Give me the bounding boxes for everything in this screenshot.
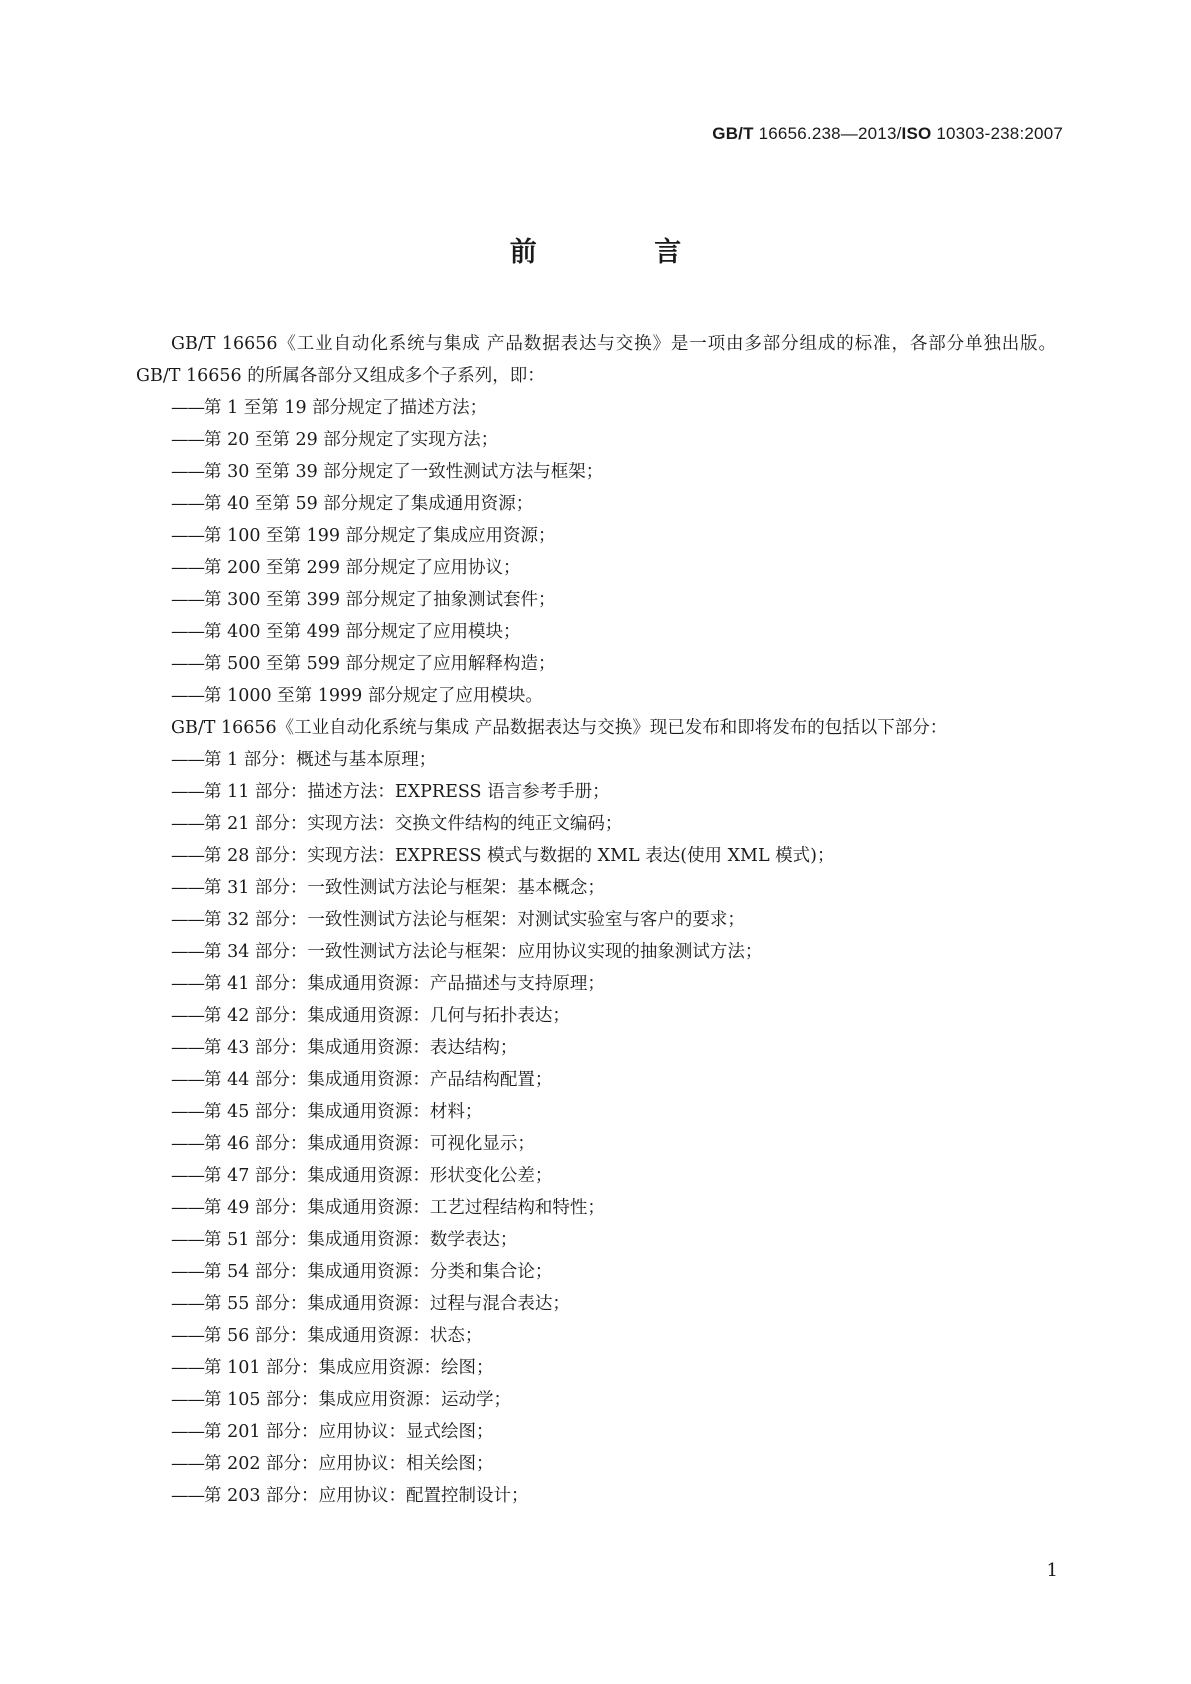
- list-item-text: 第 203 部分：应用协议：配置控制设计；: [204, 1486, 529, 1506]
- list-item-text: 第 300 至第 399 部分规定了抽象测试套件；: [204, 590, 556, 610]
- list-item: [136, 808, 1056, 840]
- list-item: [136, 616, 1056, 648]
- document-header: [712, 124, 1063, 144]
- list-item-text: 第 20 至第 29 部分规定了实现方法；: [204, 430, 499, 450]
- list-item-text: 第 55 部分：集成通用资源：过程与混合表达；: [204, 1294, 570, 1314]
- list-item-text: 第 202 部分：应用协议：相关绘图；: [204, 1454, 494, 1474]
- dash-marker: ——: [171, 462, 204, 482]
- list-item: [136, 424, 1056, 456]
- dash-marker: ——: [171, 1198, 204, 1218]
- list-item: [136, 680, 1056, 712]
- list-item-text: 第 1 部分：概述与基本原理；: [204, 750, 437, 770]
- dash-marker: ——: [171, 942, 204, 962]
- dash-marker: ——: [171, 1486, 204, 1506]
- std-prefix: GB/T: [712, 124, 754, 143]
- dash-marker: ——: [171, 1390, 204, 1410]
- list-item-text: 第 51 部分：集成通用资源：数学表达；: [204, 1230, 518, 1250]
- list-item-text: 第 30 至第 39 部分规定了一致性测试方法与框架；: [204, 462, 604, 482]
- dash-marker: ——: [171, 846, 204, 866]
- dash-marker: ——: [171, 974, 204, 994]
- list-item-text: 第 34 部分：一致性测试方法论与框架：应用协议实现的抽象测试方法；: [204, 942, 763, 962]
- list-item-text: 第 54 部分：集成通用资源：分类和集合论；: [204, 1262, 553, 1282]
- dash-marker: ——: [171, 398, 204, 418]
- list-item-text: 第 32 部分：一致性测试方法论与框架：对测试实验室与客户的要求；: [204, 910, 745, 930]
- dash-marker: ——: [171, 654, 204, 674]
- list-item: [136, 872, 1056, 904]
- list-item-text: 第 105 部分：集成应用资源：运动学；: [204, 1390, 512, 1410]
- list-item-text: 第 40 至第 59 部分规定了集成通用资源；: [204, 494, 534, 514]
- list-item-text: 第 500 至第 599 部分规定了应用解释构造；: [204, 654, 556, 674]
- page-number: 1: [1046, 1560, 1058, 1581]
- list-item: [136, 488, 1056, 520]
- list-item: [136, 936, 1056, 968]
- list-item-text: 第 56 部分：集成通用资源：状态；: [204, 1326, 483, 1346]
- list-item: [136, 1032, 1056, 1064]
- iso-number: 10303-238:2007: [936, 124, 1063, 143]
- list-item-text: 第 1000 至第 1999 部分规定了应用模块。: [204, 686, 543, 706]
- list-item-text: 第 1 至第 19 部分规定了描述方法；: [204, 398, 488, 418]
- dash-marker: ——: [171, 1326, 204, 1346]
- list-item: [136, 1320, 1056, 1352]
- dash-marker: ——: [171, 1294, 204, 1314]
- list-item-text: 第 46 部分：集成通用资源：可视化显示；: [204, 1134, 535, 1154]
- list-item-text: 第 100 至第 199 部分规定了集成应用资源；: [204, 526, 556, 546]
- dash-marker: ——: [171, 1230, 204, 1250]
- list-item-text: 第 49 部分：集成通用资源：工艺过程结构和特性；: [204, 1198, 605, 1218]
- list-item: [136, 456, 1056, 488]
- dash-marker: ——: [171, 686, 204, 706]
- list-item: [136, 904, 1056, 936]
- list-item: [136, 1448, 1056, 1480]
- parts-paragraph: GB/T 16656《工业自动化系统与集成 产品数据表达与交换》现已发布和即将发布的包括以下部分：: [171, 718, 948, 738]
- list-item-text: 第 41 部分：集成通用资源：产品描述与支持原理；: [204, 974, 605, 994]
- list-item-text: 第 101 部分：集成应用资源：绘图；: [204, 1358, 494, 1378]
- list-item: [136, 1384, 1056, 1416]
- iso-prefix: ISO: [901, 124, 932, 143]
- list-item: [136, 1224, 1056, 1256]
- list-item: [136, 552, 1056, 584]
- list-item: [136, 1096, 1056, 1128]
- list-item-text: 第 200 至第 299 部分规定了应用协议；: [204, 558, 521, 578]
- list-item: [136, 1192, 1056, 1224]
- list-item: [136, 1416, 1056, 1448]
- list-item-text: 第 47 部分：集成通用资源：形状变化公差；: [204, 1166, 553, 1186]
- list-item-text: 第 43 部分：集成通用资源：表达结构；: [204, 1038, 518, 1058]
- list-item-text: 第 42 部分：集成通用资源：几何与拓扑表达；: [204, 1006, 570, 1026]
- dash-marker: ——: [171, 494, 204, 514]
- list-item: [136, 1480, 1056, 1512]
- dash-marker: ——: [171, 750, 204, 770]
- dash-marker: ——: [171, 878, 204, 898]
- dash-marker: ——: [171, 590, 204, 610]
- list-item: [136, 1256, 1056, 1288]
- list-item: [136, 648, 1056, 680]
- list-item-text: 第 28 部分：实现方法：EXPRESS 模式与数据的 XML 表达(使用 XML 模式)；: [204, 846, 835, 866]
- list-item: [136, 584, 1056, 616]
- dash-marker: ——: [171, 814, 204, 834]
- list-item: [136, 1064, 1056, 1096]
- dash-marker: ——: [171, 1358, 204, 1378]
- list-item-text: 第 201 部分：应用协议：显式绘图；: [204, 1422, 494, 1442]
- dash-marker: ——: [171, 1038, 204, 1058]
- dash-marker: ——: [171, 1102, 204, 1122]
- list-item: [136, 1000, 1056, 1032]
- dash-marker: ——: [171, 526, 204, 546]
- dash-marker: ——: [171, 1070, 204, 1090]
- dash-marker: ——: [171, 430, 204, 450]
- list-item-text: 第 11 部分：描述方法：EXPRESS 语言参考手册；: [204, 782, 610, 802]
- list-item-text: 第 45 部分：集成通用资源：材料；: [204, 1102, 483, 1122]
- dash-marker: ——: [171, 558, 204, 578]
- dash-marker: ——: [171, 910, 204, 930]
- intro-paragraph: GB/T 16656《工业自动化系统与集成 产品数据表达与交换》是一项由多部分组成的标准，各部分单独出版。GB/T 16656 的所属各部分又组成多个子系列，即：: [136, 334, 1056, 386]
- series-list: [136, 392, 1056, 712]
- list-item: [136, 776, 1056, 808]
- list-item-text: 第 44 部分：集成通用资源：产品结构配置；: [204, 1070, 553, 1090]
- list-item: [136, 392, 1056, 424]
- list-item-text: 第 21 部分：实现方法：交换文件结构的纯正文编码；: [204, 814, 623, 834]
- list-item-text: 第 400 至第 499 部分规定了应用模块；: [204, 622, 521, 642]
- dash-marker: ——: [171, 1166, 204, 1186]
- list-item-text: 第 31 部分：一致性测试方法论与框架：基本概念；: [204, 878, 605, 898]
- list-item: [136, 1288, 1056, 1320]
- page-title: 前 言: [509, 237, 736, 268]
- std-number: 16656.238—2013/: [758, 124, 902, 143]
- list-item: [136, 1352, 1056, 1384]
- dash-marker: ——: [171, 1262, 204, 1282]
- dash-marker: ——: [171, 622, 204, 642]
- parts-list: [136, 744, 1056, 1512]
- list-item: [136, 1160, 1056, 1192]
- dash-marker: ——: [171, 1006, 204, 1026]
- dash-marker: ——: [171, 1134, 204, 1154]
- list-item: [136, 968, 1056, 1000]
- list-item: [136, 840, 1056, 872]
- list-item: [136, 1128, 1056, 1160]
- list-item: [136, 520, 1056, 552]
- dash-marker: ——: [171, 1422, 204, 1442]
- document-body: [136, 328, 1056, 1512]
- dash-marker: ——: [171, 782, 204, 802]
- list-item: [136, 744, 1056, 776]
- dash-marker: ——: [171, 1454, 204, 1474]
